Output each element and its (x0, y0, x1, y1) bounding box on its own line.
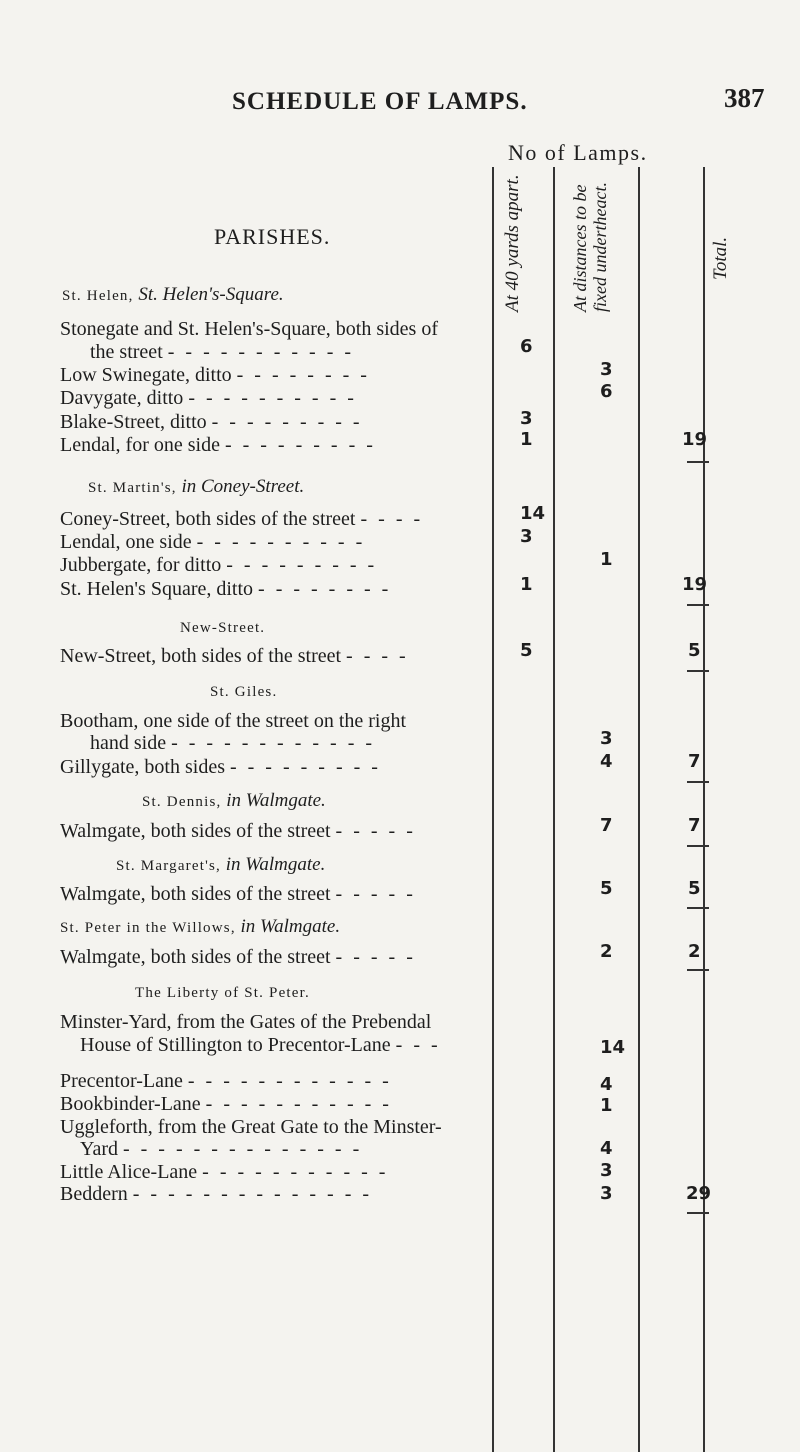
section-heading (135, 981, 310, 1003)
row-label: Little Alice-Lane (60, 1161, 198, 1183)
row-text-cont: hand side (90, 732, 167, 754)
leader-dots: - - - - (360, 508, 424, 530)
row-text (60, 1093, 392, 1116)
row-text (60, 1161, 388, 1184)
leader-dots: - - - - - - - - - - - (205, 1093, 392, 1115)
total-rule (687, 1212, 709, 1214)
row-label: Precentor-Lane (60, 1070, 183, 1092)
column-rule (703, 167, 705, 1452)
row-text: Stonegate and St. Helen's-Square, both sides of (60, 318, 438, 340)
page-number: 387 (724, 83, 765, 113)
leader-dots: - - - - - - - - - - - (202, 1161, 389, 1183)
row-text-cont: House of Stillington to Precentor-Lane (80, 1034, 391, 1056)
value-distances: 6 (600, 381, 613, 402)
total-rule (687, 670, 709, 672)
leader-dots: - - - - - - - - (236, 364, 370, 386)
value-total: 19 (682, 574, 708, 595)
row-text: Minster-Yard, from the Gates of the Prebendal (60, 1011, 432, 1033)
row-text (60, 756, 381, 779)
value-total: 29 (686, 1183, 712, 1204)
value-total: 7 (688, 815, 701, 836)
row-text: Uggleforth, from the Great Gate to the Minster- (60, 1116, 442, 1138)
value-40-yards: 6 (520, 336, 533, 357)
row-text (60, 1070, 392, 1093)
row-text (90, 341, 354, 364)
column-heading-40-yards: At 40 yards apart. (502, 174, 523, 312)
row-label: Low Swinegate, ditto (60, 364, 232, 386)
row-text (80, 1034, 441, 1057)
value-total: 2 (688, 941, 701, 962)
value-distances: 1 (600, 549, 613, 570)
section-title: The Liberty of St. Peter. (135, 985, 310, 1001)
leader-dots: - - - (395, 1034, 441, 1056)
row-label: Jubbergate, for ditto (60, 554, 222, 576)
row-text (60, 411, 363, 434)
value-40-yards: 3 (520, 526, 533, 547)
section-subtitle: in Walmgate. (240, 916, 341, 937)
column-heading-distances: At distances to be fixed undertheact. (570, 182, 610, 312)
lamps-column-group-heading: No of Lamps. (508, 140, 648, 165)
row-label: Gillygate, both sides (60, 756, 225, 778)
leader-dots: - - - - - - - - - - (196, 531, 366, 553)
row-label: Beddern (60, 1183, 128, 1205)
row-text (60, 578, 391, 601)
row-label: Lendal, one side (60, 531, 192, 553)
value-distances: 4 (600, 751, 613, 772)
section-heading (88, 476, 304, 498)
row-text: Bootham, one side of the street on the right (60, 710, 407, 732)
value-40-yards: 14 (520, 503, 546, 524)
leader-dots: - - - - - - - - - (211, 411, 363, 433)
value-distances: 3 (600, 359, 613, 380)
row-label: Walmgate, both sides of the street (60, 946, 331, 968)
value-distances: 4 (600, 1074, 613, 1095)
value-40-yards: 5 (520, 640, 533, 661)
total-rule (687, 969, 709, 971)
row-label: New-Street, both sides of the street (60, 645, 342, 667)
section-title: St. Dennis, (142, 794, 222, 810)
value-distances: 5 (600, 878, 613, 899)
parishes-heading: PARISHES. (214, 224, 331, 249)
value-distances: 2 (600, 941, 613, 962)
section-heading (180, 616, 265, 638)
leader-dots: - - - - - - - - - (229, 756, 381, 778)
section-subtitle: in Walmgate. (226, 790, 326, 811)
row-text-cont: the street (90, 341, 163, 363)
row-text (60, 883, 416, 906)
total-rule (687, 907, 709, 909)
row-label: Coney-Street, both sides of the street (60, 508, 356, 530)
column-rule (492, 167, 494, 1452)
section-subtitle: in Coney-Street. (181, 476, 305, 497)
row-label: St. Helen's Square, ditto (60, 578, 254, 600)
row-text (60, 946, 416, 969)
leader-dots: - - - - - (335, 883, 416, 905)
value-distances: 14 (600, 1037, 626, 1058)
row-label: Walmgate, both sides of the street (60, 883, 331, 905)
leader-dots: - - - - - - - - - - - (167, 341, 355, 363)
row-text (60, 531, 365, 554)
row-text-cont: Yard (80, 1138, 118, 1160)
row-text (60, 554, 377, 577)
section-heading (62, 284, 284, 306)
section-subtitle: in Walmgate. (225, 854, 326, 875)
leader-dots: - - - - - - - - - (226, 554, 378, 576)
column-heading-total: Total. (710, 236, 731, 280)
leader-dots: - - - - - - - - - - - - - - (132, 1183, 373, 1205)
row-text (60, 820, 416, 843)
value-distances: 7 (600, 815, 613, 836)
leader-dots: - - - - - - - - - (224, 434, 376, 456)
section-title: St. Margaret's, (116, 858, 221, 874)
leader-dots: - - - - - (335, 946, 416, 968)
value-total: 5 (688, 640, 701, 661)
row-text (60, 508, 423, 531)
total-rule (687, 845, 709, 847)
row-label: Bookbinder-Lane (60, 1093, 201, 1115)
value-distances: 3 (600, 1160, 613, 1181)
row-label: Lendal, for one side (60, 434, 220, 456)
leader-dots: - - - - - - - - - - - - (171, 732, 376, 754)
leader-dots: - - - - - - - - - - (188, 387, 357, 409)
row-text (90, 732, 375, 755)
column-rule (638, 167, 640, 1452)
value-distances: 3 (600, 728, 613, 749)
section-title: St. Peter in the Willows, (60, 920, 236, 936)
leader-dots: - - - - - - - - - - - - - - (122, 1138, 363, 1160)
section-heading (210, 680, 277, 702)
value-distances: 3 (600, 1183, 613, 1204)
value-total: 7 (688, 751, 701, 772)
total-rule (687, 461, 709, 463)
leader-dots: - - - - - - - - (258, 578, 392, 600)
section-title: St. Helen, (62, 288, 134, 304)
value-total: 19 (682, 429, 708, 450)
value-40-yards: 1 (520, 429, 533, 450)
row-text (60, 364, 370, 387)
section-title: St. Giles. (210, 684, 278, 700)
value-40-yards: 1 (520, 574, 533, 595)
total-rule (687, 781, 709, 783)
section-heading (60, 916, 340, 938)
row-label: Blake-Street, ditto (60, 411, 207, 433)
leader-dots: - - - - (346, 645, 409, 667)
leader-dots: - - - - - (335, 820, 416, 842)
value-distances: 1 (600, 1095, 613, 1116)
column-rule (553, 167, 555, 1452)
section-subtitle: St. Helen's-Square. (138, 284, 284, 305)
section-title: New-Street. (180, 620, 266, 636)
row-text (60, 434, 376, 457)
row-text (60, 1183, 372, 1206)
row-label: Walmgate, both sides of the street (60, 820, 331, 842)
row-text (80, 1138, 362, 1161)
section-heading (116, 854, 325, 876)
row-text (60, 387, 357, 410)
running-head: SCHEDULE OF LAMPS. (232, 88, 528, 115)
value-40-yards: 3 (520, 408, 533, 429)
section-heading (142, 790, 326, 812)
row-text (60, 645, 409, 668)
value-distances: 4 (600, 1138, 613, 1159)
section-title: St. Martin's, (88, 480, 177, 496)
value-total: 5 (688, 878, 701, 899)
leader-dots: - - - - - - - - - - - - (187, 1070, 392, 1092)
total-rule (687, 604, 709, 606)
row-label: Davygate, ditto (60, 387, 184, 409)
